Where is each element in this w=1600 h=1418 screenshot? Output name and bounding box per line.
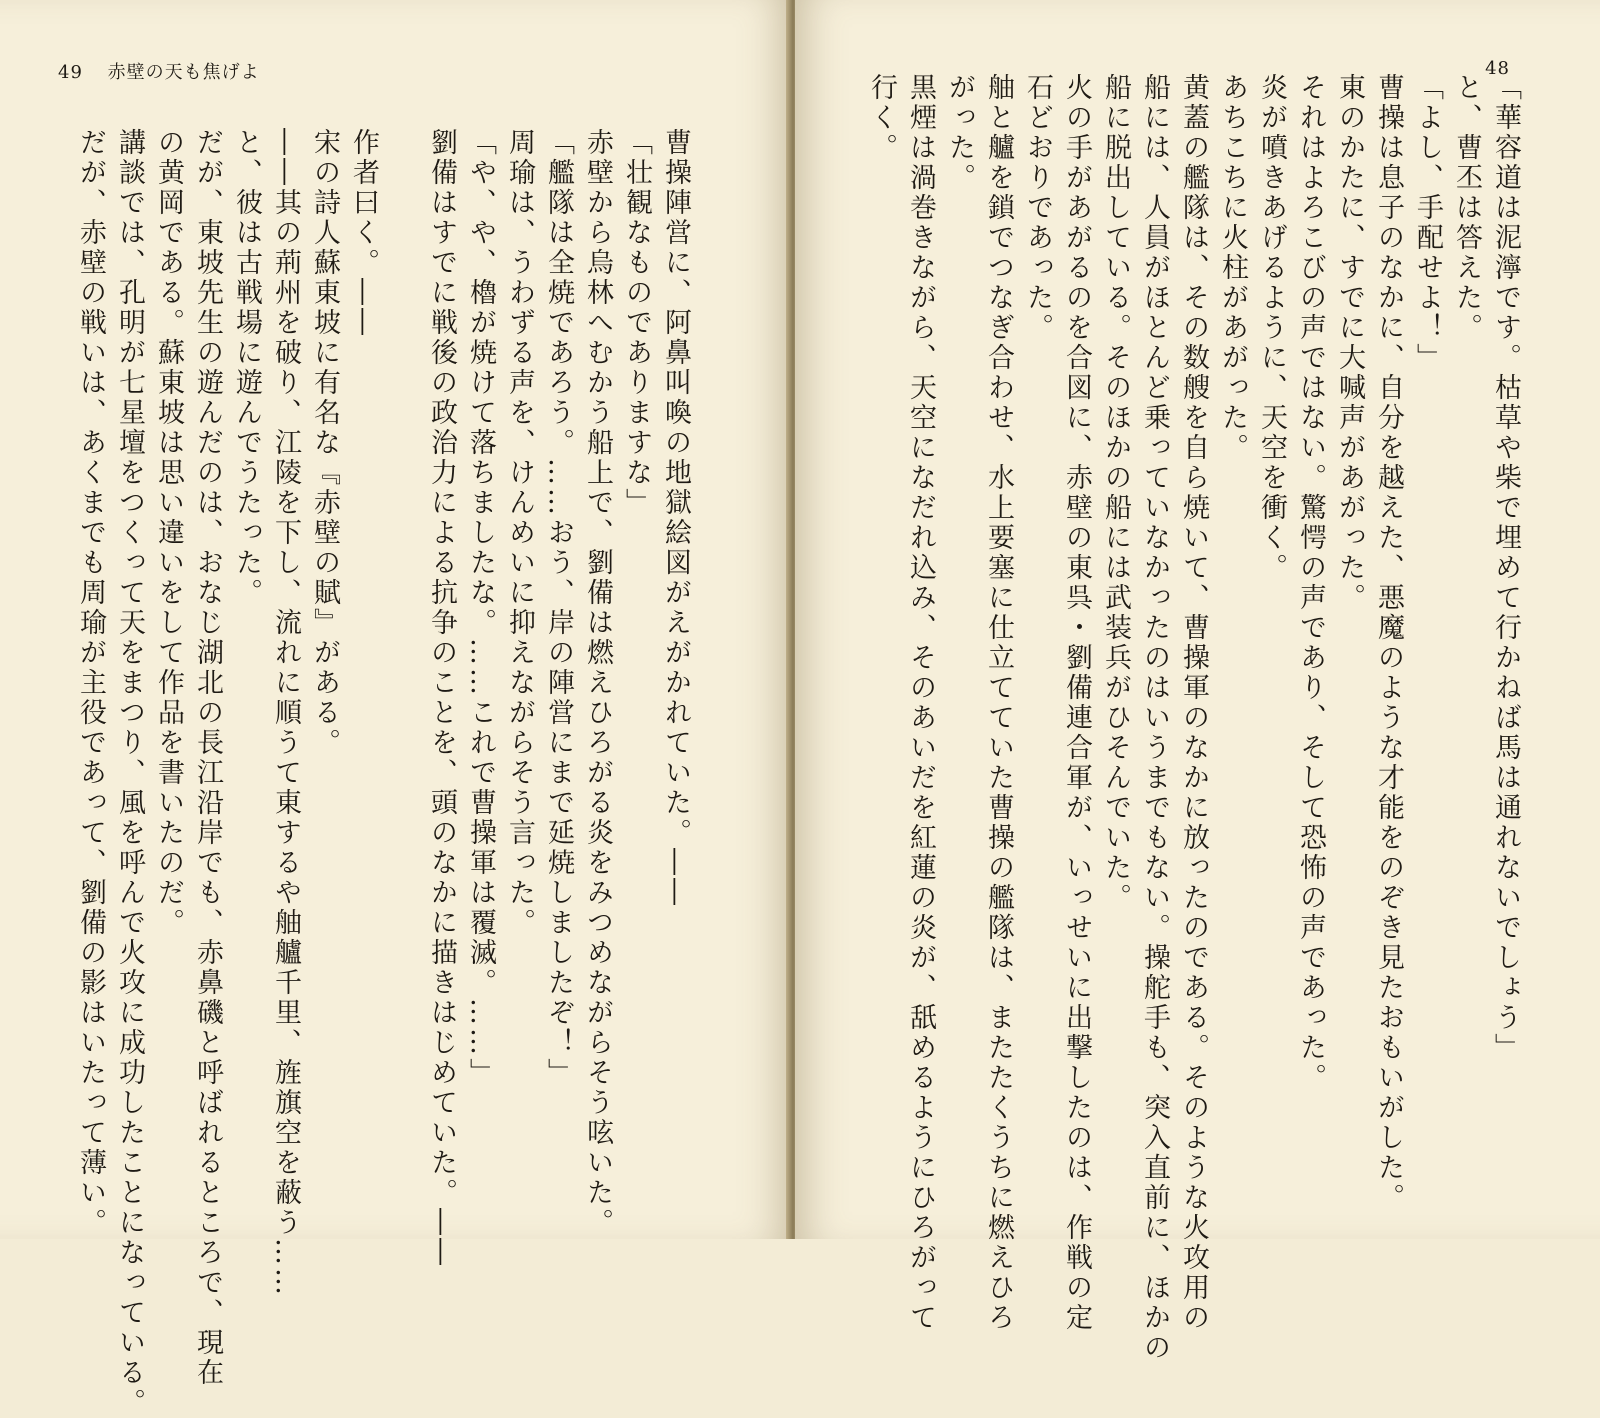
- left-page-header: [58, 58, 260, 84]
- right-page-text: [862, 73, 1525, 1363]
- text-line: 船に脱出している。そのほかの船には武装兵がひそんでいた。: [1100, 73, 1131, 913]
- text-line: 炎が噴きあげるように、天空を衝く。: [1256, 73, 1287, 583]
- text-line: あちこちに火柱があがった。: [1217, 73, 1248, 463]
- running-title: 赤壁の天も焦げよ: [107, 62, 260, 83]
- text-line: だが、東坡先生の遊んだのは、おなじ湖北の長江沿岸でも、赤鼻磯と呼ばれるところで、現在: [192, 128, 223, 1388]
- right-page: [795, 0, 1600, 1363]
- text-line: 舳と艫を鎖でつなぎ合わせ、水上要塞に仕立てていた曹操の艦隊は、またたくうちに燃えひろ: [983, 73, 1014, 1333]
- text-line: がった。: [944, 73, 975, 193]
- text-line: 「華容道は泥濘です。枯草や柴で埋めて行かねば馬は通れないでしょう」: [1490, 73, 1521, 1063]
- text-line: 「よし、手配せよ！」: [1412, 73, 1443, 373]
- text-line: 石どおりであった。: [1022, 73, 1053, 343]
- text-line: 曹操は息子のなかに、自分を越えた、悪魔のような才能をのぞき見たおもいがした。: [1373, 73, 1404, 1213]
- text-line: と、曹丕は答えた。: [1451, 73, 1482, 343]
- text-line: 黒煙は渦巻きながら、天空になだれ込み、そのあいだを紅蓮の炎が、舐めるようにひろがって: [905, 73, 936, 1333]
- text-line: 「や、や、櫓が焼けて落ちましたな。……これで曹操軍は覆滅。……」: [465, 128, 496, 1088]
- text-line: それはよろこびの声ではない。驚愕の声であり、そして恐怖の声であった。: [1295, 73, 1326, 1093]
- text-line: と、彼は古戦場に遊んでうたった。: [231, 128, 262, 608]
- text-line: の黄岡である。蘇東坡は思い違いをして作品を書いたのだ。: [153, 128, 184, 938]
- left-page-text: [71, 128, 695, 1418]
- text-line: 作者曰く。――: [348, 128, 379, 338]
- left-page-number: 49: [58, 62, 83, 83]
- text-line: 「壮観なものでありますな」: [621, 128, 652, 518]
- text-line: 行く。: [866, 73, 897, 163]
- text-line: 「艦隊は全焼であろう。……おう、岸の陣営にまで延焼しましたぞ！」: [543, 128, 574, 1088]
- right-page-number: 48: [1485, 58, 1510, 79]
- text-line: 東のかたに、すでに大喊声があがった。: [1334, 73, 1365, 613]
- text-line: 火の手があがるのを合図に、赤壁の東呉・劉備連合軍が、いっせいに出撃したのは、作戦の定: [1061, 73, 1092, 1333]
- text-line: 講談では、孔明が七星壇をつくって天をまつり、風を呼んで火攻に成功したことになっている。: [114, 128, 145, 1418]
- text-line: 周瑜は、うわずる声を、けんめいに抑えながらそう言った。: [504, 128, 535, 938]
- text-line: だが、赤壁の戦いは、あくまでも周瑜が主役であって、劉備の影はいたって薄い。: [75, 128, 106, 1238]
- text-line: 劉備はすでに戦後の政治力による抗争のことを、頭のなかに描きはじめていた。――: [426, 128, 457, 1268]
- text-line: ――其の荊州を破り、江陵を下し、流れに順うて東するや舳艫千里、旌旗空を蔽う……: [270, 128, 301, 1298]
- text-line: 曹操陣営に、阿鼻叫喚の地獄絵図がえがかれていた。――: [660, 128, 691, 908]
- text-line: 黄蓋の艦隊は、その数艘を自ら焼いて、曹操軍のなかに放ったのである。そのような火攻用の: [1178, 73, 1209, 1333]
- left-page: [0, 0, 790, 1418]
- text-line: 赤壁から烏林へむかう船上で、劉備は燃えひろがる炎をみつめながらそう呟いた。: [582, 128, 613, 1238]
- text-line: 宋の詩人蘇東坡に有名な『赤壁の賦』がある。: [309, 128, 340, 758]
- blank-line: [383, 128, 422, 1168]
- text-line: 船には、人員がほとんど乗っていなかったのはいうまでもない。操舵手も、突入直前に、ほかの: [1139, 73, 1170, 1363]
